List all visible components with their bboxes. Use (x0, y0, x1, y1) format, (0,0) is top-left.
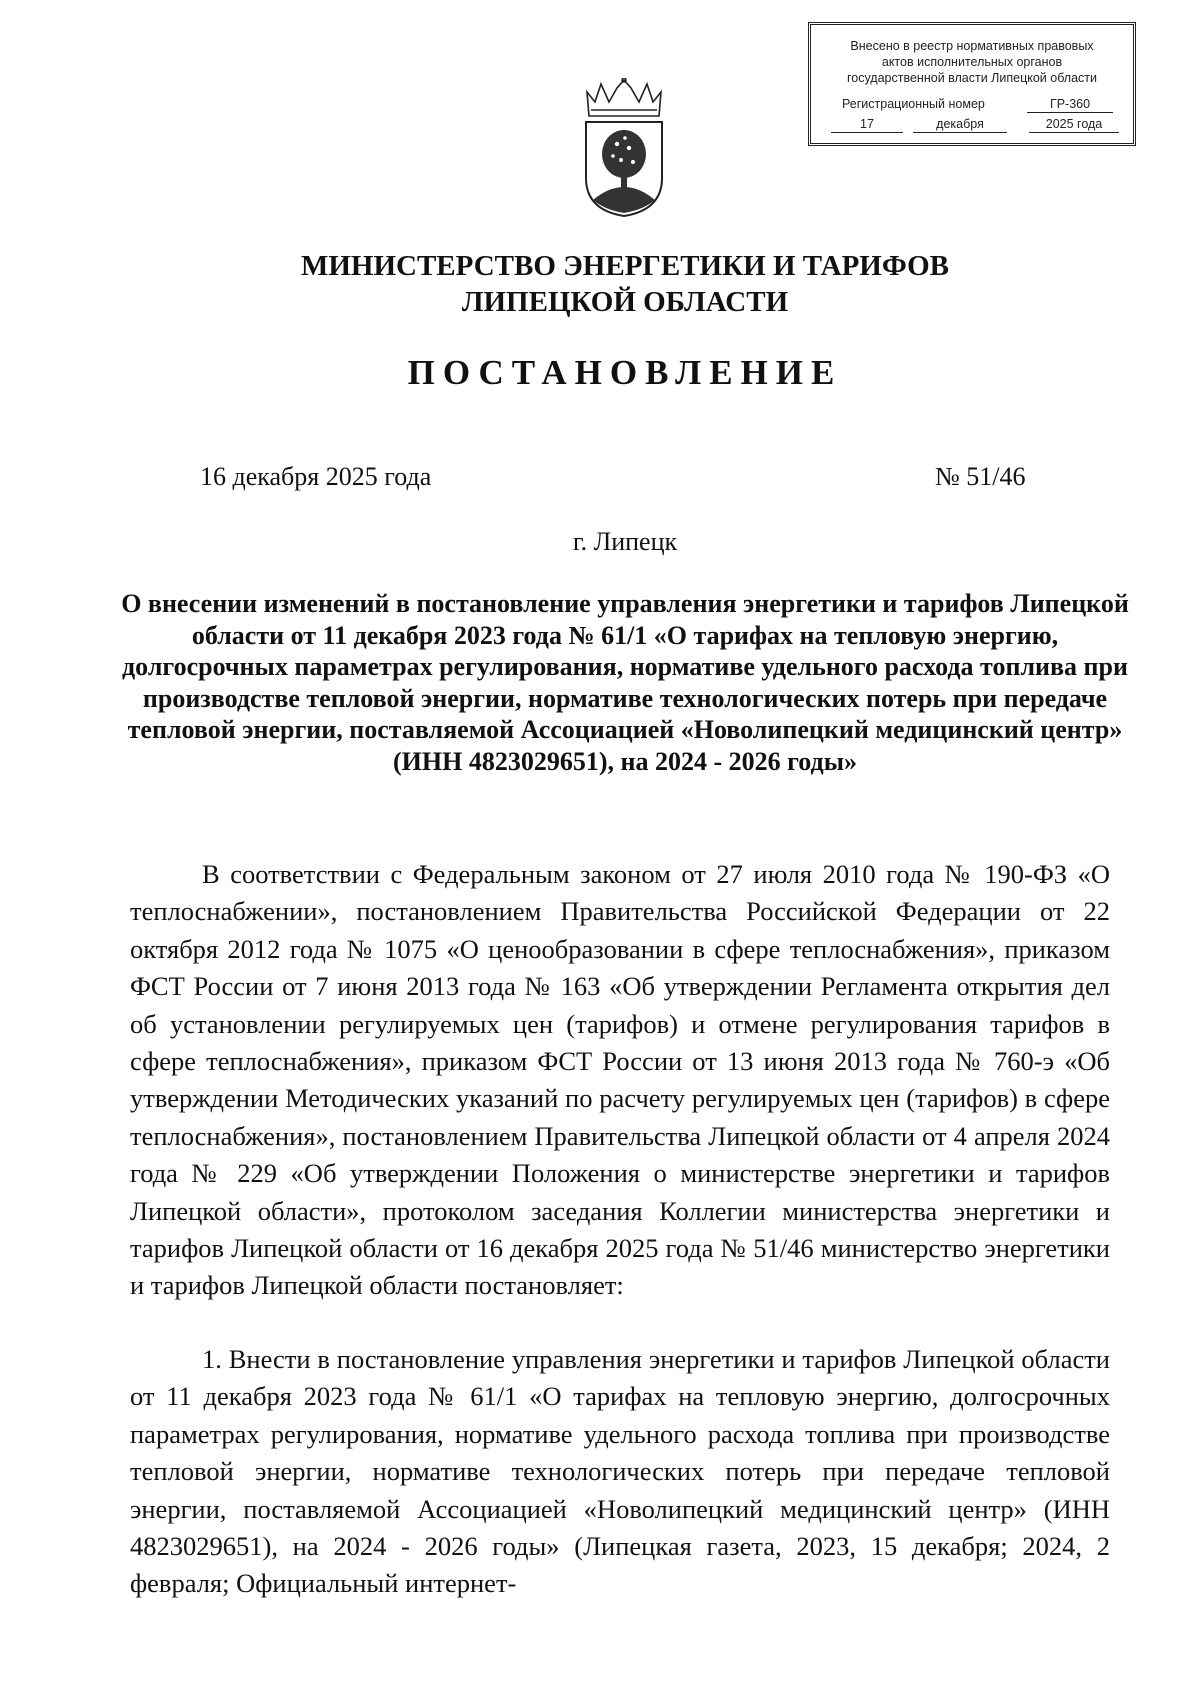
stamp-day: 17 (831, 116, 903, 133)
item-1-paragraph: 1. Внести в постановление управления энергетики и тарифов Липецкой области от 11 декабря 2023 года № 61/1 «О тарифах на тепловую энергию, долгосрочных параметрах регулирования, нормативе удельного расхода топлива при производстве тепловой энергии, нормативе технологических потерь при передаче тепловой энергии, поставляемой Ассоциацией «Новолипецкий медицинский центр» (ИНН 4823029651), на 2024 - 2026 годы» (Липецкая газета, 2023, 15 декабря; 2024, 2 февраля; Официальный интернет- (130, 1344, 1110, 1599)
document-title: О внесении изменений в постановление управления энергетики и тарифов Липецкой области от 11 декабря 2023 года № 61/1 «О тарифах на тепловую энергию, долгосрочных параметрах регулирования, нормативе удельного расхода топлива при производстве тепловой энергии, нормативе технологических потерь при передаче тепловой энергии, поставляемой Ассоциацией «Новолипецкий медицинский центр» (ИНН 4823029651), на 2024 - 2026 годы» (121, 589, 1129, 776)
document-city: г. Липецк (572, 527, 678, 556)
document-number: № 51/46 (935, 462, 1026, 491)
ministry-line-1: МИНИСТЕРСТВО ЭНЕРГЕТИКИ И ТАРИФОВ (300, 250, 950, 282)
stamp-line-1: Внесено в реестр нормативных правовых (850, 39, 1094, 53)
stamp-reg-number: ГР-360 (1027, 96, 1113, 113)
stamp-month: декабря (913, 116, 1007, 133)
ministry-line-2: ЛИПЕЦКОЙ ОБЛАСТИ (461, 286, 789, 318)
stamp-year: 2025 года (1029, 116, 1119, 133)
stamp-line-3: государственной власти Липецкой области (846, 71, 1098, 85)
lipetsk-coat-of-arms-icon (583, 78, 665, 218)
document-date: 16 декабря 2025 года (200, 462, 432, 491)
preamble-paragraph: В соответствии с Федеральным законом от 27 июля 2010 года № 190-ФЗ «О теплоснабжении», постановлением Правительства Российской Федерации от 22 октября 2012 года № 1075 «О ценообразовании в сфере теплоснабжения», приказом ФСТ России от 7 июня 2013 года № 163 «Об утверждении Регламента открытия дел об установлении регулируемых цен (тарифов) и отмене регулирования тарифов в сфере теплоснабжения», приказом ФСТ России от 13 июня 2013 года № 760-э «Об утверждении Методических указаний по расчету регулируемых цен (тарифов) в сфере теплоснабжения», постановлением Правительства Липецкой области от 4 апреля 2024 года № 229 «Об утверждении Положения о министерстве энергетики и тарифов Липецкой области», протоколом заседания Коллегии министерства энергетики и тарифов Липецкой области от 16 декабря 2025 года № 51/46 министерство энергетики и тарифов Липецкой области постановляет: (130, 859, 1110, 1301)
stamp-line-2: актов исполнительных органов (881, 55, 1063, 69)
stamp-reg-label: Регистрационный номер (842, 97, 985, 111)
ministry-name (0, 248, 1200, 320)
document-type: ПОСТАНОВЛЕНИЕ (407, 353, 843, 392)
registry-stamp (808, 22, 1136, 146)
